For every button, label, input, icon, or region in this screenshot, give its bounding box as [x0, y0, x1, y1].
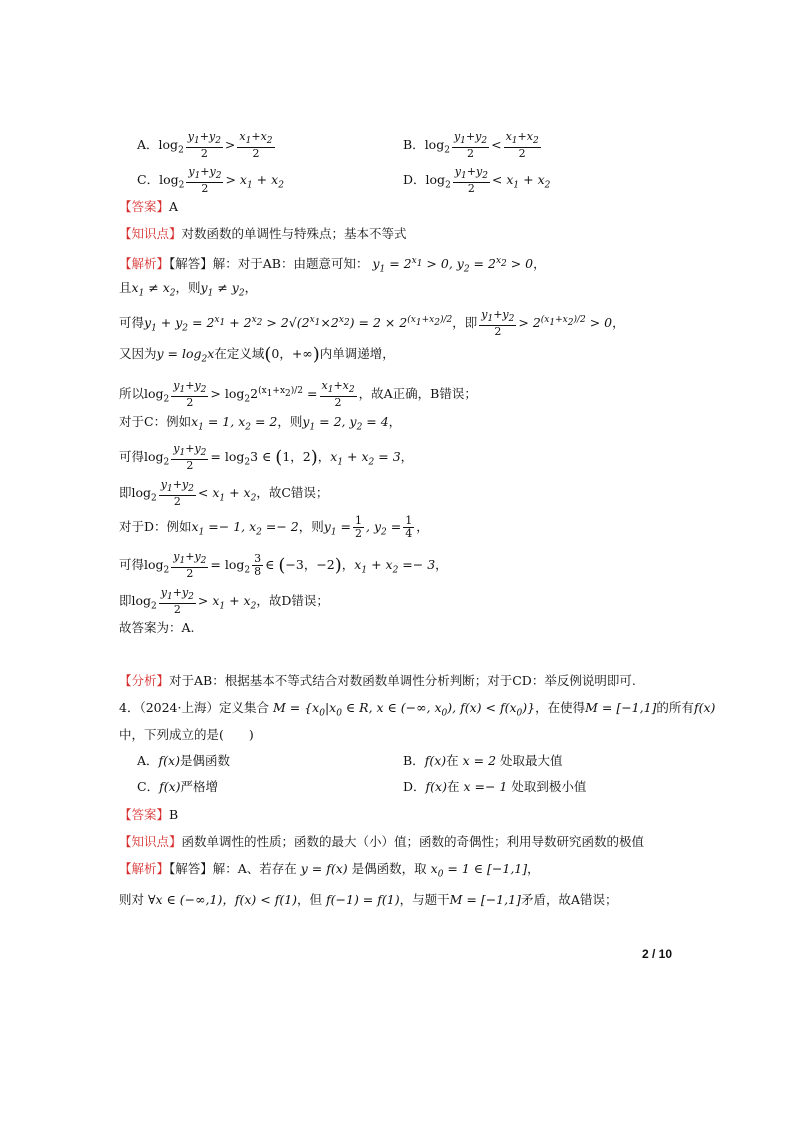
q4-knowledge-line: 【知识点】函数单调性的性质；函数的最大（小）值；函数的奇偶性；利用导数研究函数的极值	[119, 834, 645, 849]
solution-line-9: 对于D：例如$x_1 =- 1$, $x_2 =- 2$，则$y_1$ = $\frac{1}{2}$ , $y_2$ = $\frac{1}{4}$ ，	[119, 514, 429, 540]
option-c: C．$\log_2$ $\frac{y_1+y_2}{2}$ > $x_1 + x_2$	[137, 165, 284, 196]
solution-line-2: 且$x_1 \ne x_2$，则$y_1 \ne y_2$，	[119, 280, 258, 299]
answer-line: 【答案】A	[119, 199, 179, 214]
q4-option-a: A．f(x)是偶函数	[137, 753, 230, 768]
option-d: D．$\log_2$ $\frac{y_1+y_2}{2}$ < $x_1 + x_2$	[403, 165, 551, 196]
solution-line-7: 可得$\log_2$ $\frac{y_1+y_2}{2}$ = $\log_23$ ∈ (1，2)，$x_1 + x_2 = 3$，	[119, 442, 414, 473]
q4-solution-line-2: 则对 ∀x ∈ (−∞,1)，f(x) < f(1)，但 f(−1) = f(1)，与题干M = [−1,1]矛盾，故A错误；	[119, 892, 618, 907]
option-a: A．$\log_2$ $\frac{y_1+y_2}{2}$ > $\frac{x_1+x_2}{2}$	[137, 130, 273, 161]
q4-answer-line: 【答案】B	[119, 807, 179, 822]
q4-option-d: D．f(x)在 x =− 1 处取到极小值	[403, 779, 587, 794]
solution-line-8: 即$\log_2$ $\frac{y_1+y_2}{2}$ < $x_1 + x_2$，故C错误；	[119, 478, 329, 509]
q4-stem-line-2: 中，下列成立的是( )	[119, 727, 254, 742]
analysis-line: 【分析】对于AB：根据基本不等式结合对数函数单调性分析判断；对于CD：举反例说明即可.	[119, 673, 636, 688]
solution-line-12: 故答案为：A.	[119, 620, 195, 635]
page-number: 2 / 10	[642, 947, 673, 961]
q4-stem-line-1: 4．（2024·上海）定义集合 $M = \{x_0|x_0$ ∈ R, x ∈ (−∞, $x_0$), $f(x) < f(x_0)$}，在使得M = [−1,1]的所有f(x)	[119, 700, 716, 719]
knowledge-line: 【知识点】对数函数的单调性与特殊点；基本不等式	[119, 226, 407, 241]
solution-line-5: 所以$\log_2$ $\frac{y_1+y_2}{2}$ > $\log_22^{(x_1+x_2)/2}$ = $\frac{x_1+x_2}{2}$ ，故A正确，B错误；	[119, 379, 477, 410]
solution-line-4: 又因为$y = \log_2x$在定义域(0，+∞)内单调递增，	[119, 344, 395, 365]
option-b: B．$\log_2$ $\frac{y_1+y_2}{2}$ < $\frac{x_1+x_2}{2}$	[403, 130, 539, 161]
q4-option-c: C．f(x)严格增	[137, 779, 219, 794]
solution-line-3: 可得$y_1 + y_2 = 2^{x_1} + 2^{x_2} > 2√(2^{x_1}\times 2^{x_2}) = 2 \times 2^{(x_1+x_2)/2}$，即 $\frac{y_1+y_2}{2}$ > $2^{(x_1+x_2)/2} > 0$，	[119, 308, 625, 339]
solution-line-10: 可得$\log_2$ $\frac{y_1+y_2}{2}$ = $\log_2$ $\frac{3}{8}$ ∈ (−3，−2)，$x_1 + x_2 =- 3$，	[119, 550, 448, 581]
solution-line-11: 即$\log_2$ $\frac{y_1+y_2}{2}$ > $x_1 + x_2$，故D错误；	[119, 586, 329, 617]
q4-option-b: B．f(x)在 x = 2 处取最大值	[403, 753, 563, 768]
solution-line-6: 对于C：例如$x_1 = 1$, $x_2 = 2$，则$y_1 = 2$, $y_2 = 4$，	[119, 414, 402, 433]
solution-line-1: 【解析】【解答】解：对于AB：由题意可知： $y_1 = 2^{x_1} > 0$, $y_2 = 2^{x_2} > 0$，	[119, 256, 546, 275]
q4-solution-line-1: 【解析】【解答】解：A、若存在 y = f(x) 是偶函数，取 $x_0 = 1$ ∈ [−1,1]，	[119, 861, 540, 880]
